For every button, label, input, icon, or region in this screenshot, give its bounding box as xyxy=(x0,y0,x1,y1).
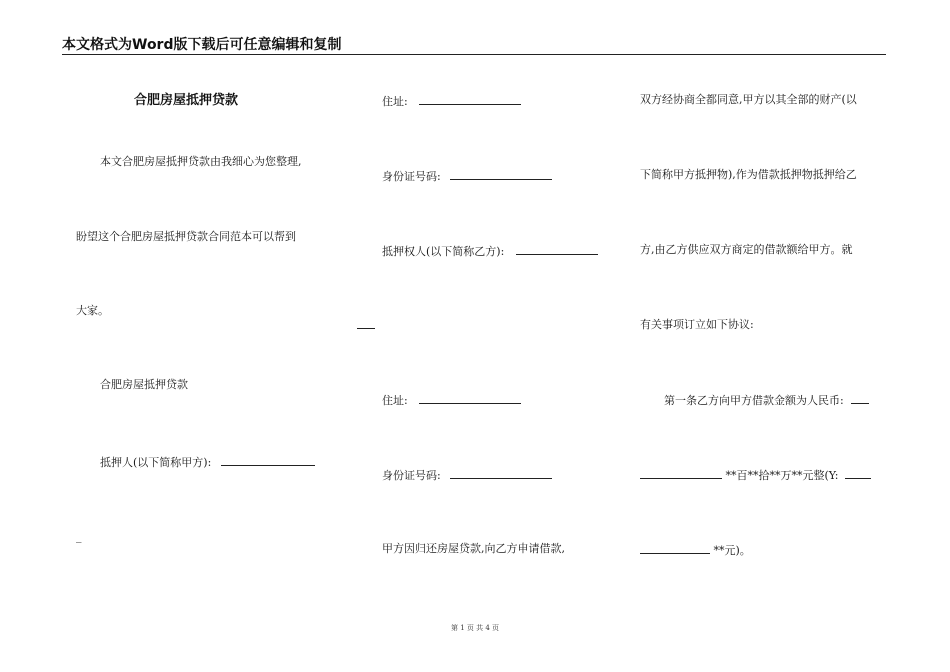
amount-blank-left xyxy=(640,467,722,479)
id-field-1 xyxy=(382,168,552,184)
id-label-2: 身份证号码: xyxy=(382,469,441,482)
id-blank-1 xyxy=(450,168,552,180)
amount-end-text: **元)。 xyxy=(713,544,751,557)
address-field-1 xyxy=(382,93,521,109)
id-blank-2 xyxy=(450,467,552,479)
mortgagor-blank xyxy=(221,454,315,466)
agreement-line-3: 方,由乙方供应双方商定的借款额给甲方。就 xyxy=(640,243,853,256)
page-number: 第 1 页 共 4 页 xyxy=(450,624,500,632)
mortgagee-blank xyxy=(516,243,598,255)
amount-end-field xyxy=(640,542,751,558)
header-divider xyxy=(62,54,886,55)
intro-line-3: 大家。 xyxy=(76,304,109,317)
address-label-2: 住址: xyxy=(382,394,408,407)
amount-words: **百**拾**万**元整(Y: xyxy=(725,469,839,482)
article-1-label: 第一条乙方向甲方借款金额为人民币: xyxy=(664,394,844,407)
agreement-line-4: 有关事项订立如下协议: xyxy=(640,318,754,331)
amount-field xyxy=(640,467,871,483)
address-field-2 xyxy=(382,392,521,408)
mortgagee-label: 抵押权人(以下简称乙方): xyxy=(382,245,505,258)
short-rule xyxy=(357,328,375,329)
address-label-1: 住址: xyxy=(382,95,408,108)
amount-end-blank xyxy=(640,542,710,554)
article-1-blank xyxy=(851,392,869,404)
address-blank-1 xyxy=(419,93,521,105)
intro-line-1: 本文合肥房屋抵押贷款由我细心为您整理, xyxy=(100,155,302,168)
id-field-2 xyxy=(382,467,552,483)
intro-line-2: 盼望这个合肥房屋抵押贷款合同范本可以帮到 xyxy=(76,230,296,243)
mortgagor-field xyxy=(100,454,315,470)
article-1-field xyxy=(664,392,869,408)
download-banner: 本文格式为Word版下载后可任意编辑和复制 xyxy=(62,37,342,53)
contract-subtitle: 合肥房屋抵押贷款 xyxy=(100,378,188,391)
mortgagor-label: 抵押人(以下简称甲方): xyxy=(100,456,212,469)
loan-reason-line: 甲方因归还房屋贷款,向乙方申请借款, xyxy=(382,542,565,555)
amount-blank-right xyxy=(845,467,871,479)
stray-mark: _ xyxy=(76,530,82,543)
mortgagee-field xyxy=(382,243,598,259)
agreement-line-2: 下简称甲方抵押物),作为借款抵押物抵押给乙 xyxy=(640,168,857,181)
address-blank-2 xyxy=(419,392,521,404)
agreement-line-1: 双方经协商全都同意,甲方以其全部的财产(以 xyxy=(640,93,857,106)
document-title: 合肥房屋抵押贷款 xyxy=(134,93,239,108)
id-label-1: 身份证号码: xyxy=(382,170,441,183)
